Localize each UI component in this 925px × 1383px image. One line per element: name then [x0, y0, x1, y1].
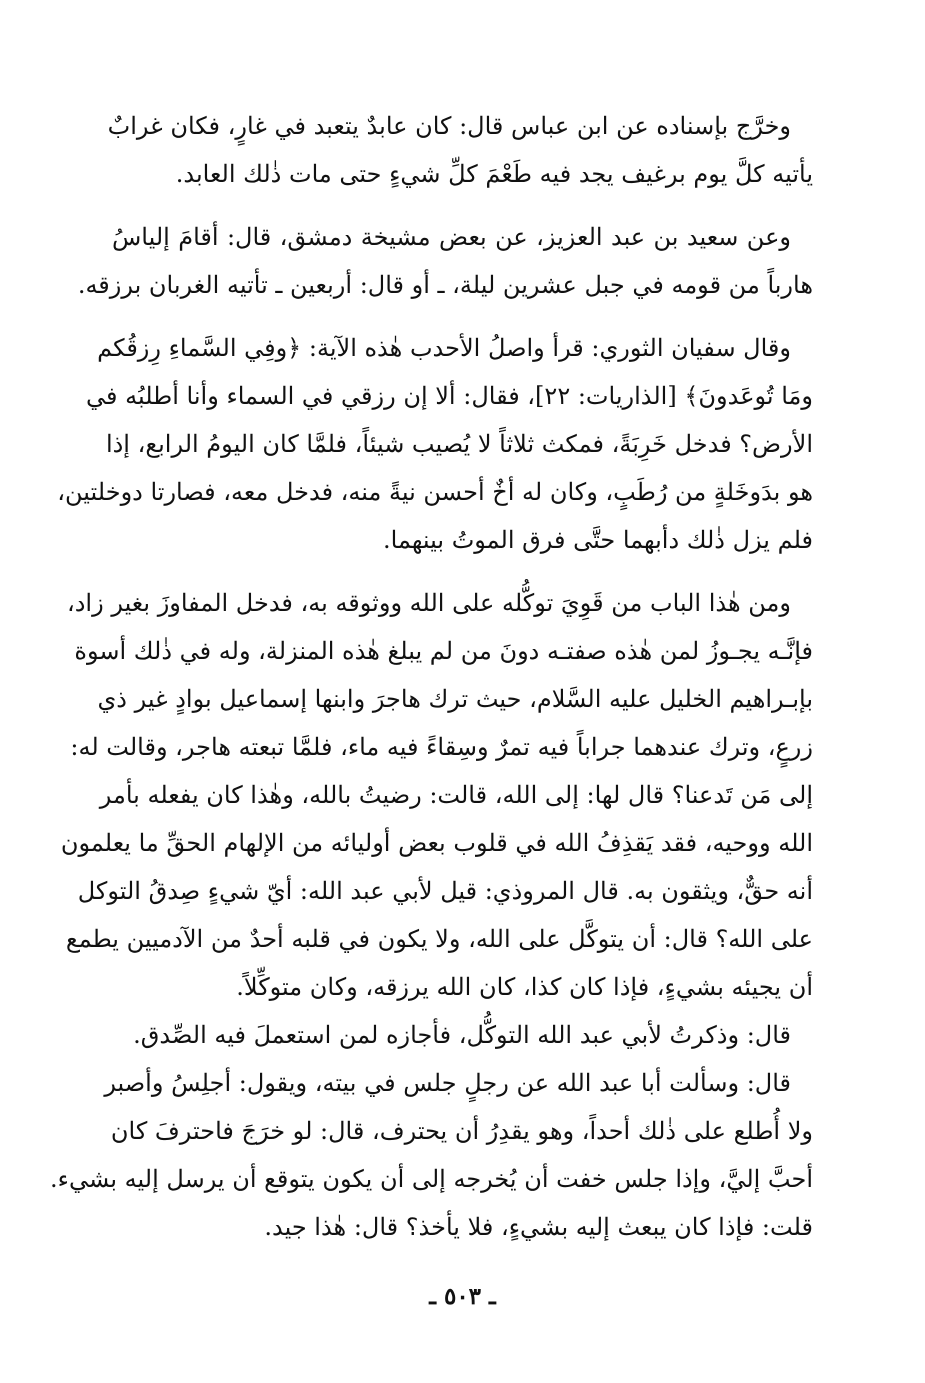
paragraph-1: [107, 112, 813, 208]
text-line: أن يجيئه بشيءٍ، فإذا كان كذا، كان الله يرزقه، وكان متوكِّلاً.: [236, 973, 813, 1001]
text-line: قال: وسألت أبا عبد الله عن رجلٍ جلس في بيته، ويقول: أجلِسُ وأصبر: [104, 1069, 791, 1097]
text-line: وقال سفيان الثوري: قرأ واصلُ الأحدب هٰذه الآية: ﴿وفِي السَّماءِ رِزقُكم: [97, 334, 791, 362]
text-line: أحبَّ إليَّ، وإذا جلس خفت أن يُخرجه إلى أن يكون يتوقع أن يرسل إليه بشيء.: [50, 1165, 813, 1193]
text-line: فلم يزل ذٰلك دأبهما حتَّى فرق الموتُ بينهما.: [383, 526, 813, 554]
text-line: يأتيه كلَّ يوم برغيف يجد فيه طَعْمَ كلِّ شيءٍ حتى مات ذٰلك العابد.: [175, 160, 813, 188]
text-line: ولا أُطلع على ذٰلك أحداً، وهو يقدِرُ أن يحترف، قال: لو خرَجَ فاحترفَ كان: [110, 1117, 813, 1145]
page-number: ـ ٥٠٣ ـ: [429, 1283, 496, 1310]
paragraph-6: [50, 1069, 813, 1261]
text-line: ومن هٰذا الباب من قَوِيَ توكُّله على الله ووثوقه به، فدخل المفاوزَ بغير زاد،: [67, 589, 791, 617]
paragraph-spacer: [112, 319, 813, 334]
paragraph-spacer: [112, 208, 813, 223]
text-line: الله ووحيه، فقد يَقذِفُ الله في قلوب بعض أوليائه من الإلهام الحقِّ ما يعلمون: [60, 829, 813, 857]
text-line: قلت: فإذا كان يبعث إليه بشيءٍ، فلا يأخذ؟ قال: هٰذا جيد.: [264, 1213, 813, 1241]
text-line: بإبـراهيم الخليل عليه السَّلام، حيث ترك هاجرَ وابنها إسماعيل بوادٍ غير ذي: [97, 685, 813, 713]
paragraph-3: [57, 334, 813, 574]
text-line: أنه حقٌّ، ويثقون به. قال المروذي: قيل لأبي عبد الله: أيّ شيءٍ صِدقُ التوكل: [77, 877, 813, 905]
text-line: فإنَّـه يجـوزُ لمن هٰذه صفتـه دونَ من لم يبلغ هٰذه المنزلة، وله في ذٰلك أسوة: [74, 637, 813, 665]
text-line: هارباً من قومه في جبل عشرين ليلة، ـ أو قال: أربعين ـ تأتيه الغربان برزقه.: [77, 271, 813, 299]
text-line: هو بدَوخَلةٍ من رُطَبٍ، وكان له أخٌ أحسن نيةً منه، فدخل معه، فصارتا دوخلتين،: [57, 478, 813, 506]
text-line: الأرض؟ فدخل خَرِبَةً، فمكث ثلاثاً لا يُصيب شيئاً، فلمَّا كان اليومُ الرابع، إذا: [105, 430, 813, 458]
body-text: [50, 112, 813, 1261]
paragraph-spacer: [112, 574, 813, 589]
paragraph-5: [112, 1021, 813, 1069]
paragraph-4: [60, 589, 813, 1021]
paragraph-2: [77, 223, 813, 319]
text-line: زرعٍ، وترك عندهما جراباً فيه تمرٌ وسِقاءً فيه ماء، فلمَّا تبعته هاجر، وقالت له:: [70, 733, 813, 761]
text-line: قال: وذكرتُ لأبي عبد الله التوكُّل، فأجازه لمن استعملَ فيه الصِّدق.: [133, 1021, 791, 1049]
text-line: وخرَّج بإسناده عن ابن عباس قال: كان عابدٌ يتعبد في غارٍ، فكان غرابٌ: [107, 112, 791, 140]
text-line: وعن سعيد بن عبد العزيز، عن بعض مشيخة دمشق، قال: أقامَ إلياسُ: [112, 223, 791, 251]
text-line: ومَا تُوعَدونَ﴾ [الذاريات: ٢٢]، فقال: ألا إن رزقي في السماء وأنا أطلبُه في: [86, 382, 813, 410]
text-line: على الله؟ قال: أن يتوكَّل على الله، ولا يكون في قلبه أحدٌ من الآدميين يطمع: [65, 925, 813, 953]
text-line: إلى مَن تَدعنا؟ قال لها: إلى الله، قالت: رضيتُ بالله، وهٰذا كان يفعله بأمر: [99, 781, 813, 809]
